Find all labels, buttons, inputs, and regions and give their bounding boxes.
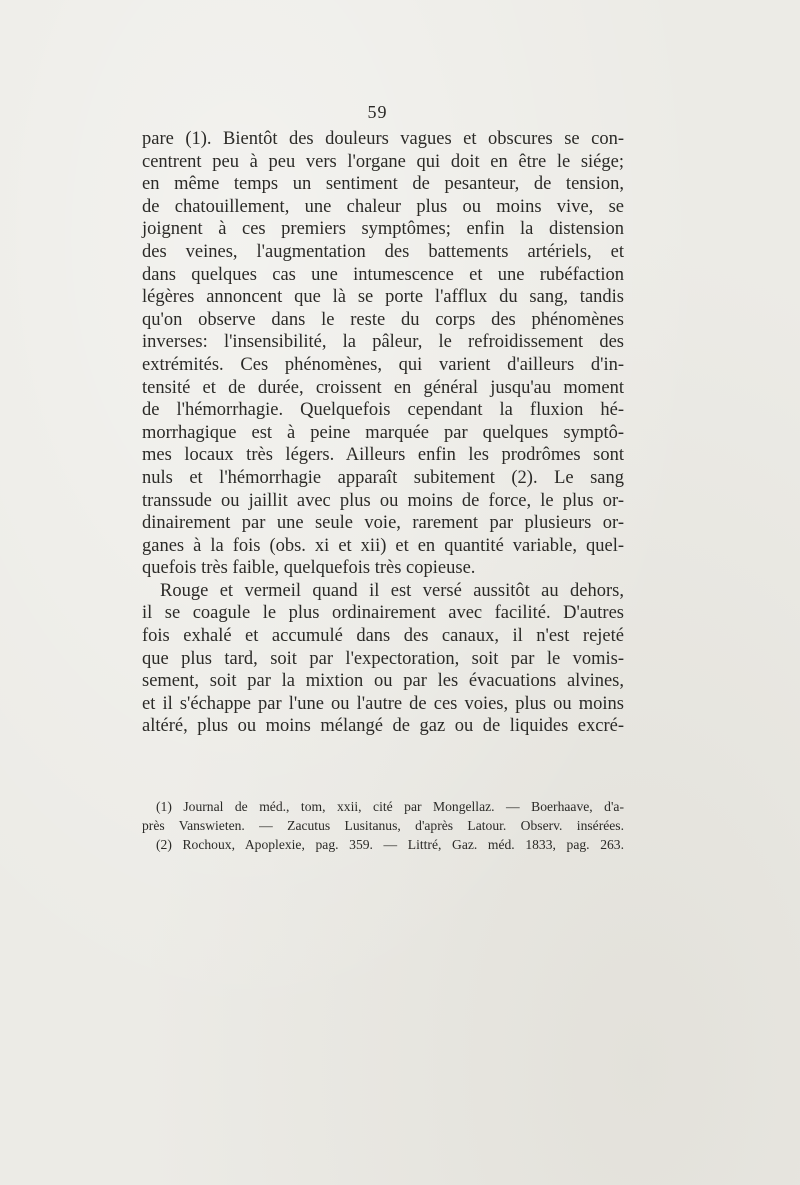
body-line: il se coagule le plus ordinairement avec facilité. D'autres <box>142 603 624 624</box>
body-line: altéré, plus ou moins mélangé de gaz ou de liquides excré- <box>142 716 624 737</box>
body-line: transsude ou jaillit avec plus ou moins de force, le plus or- <box>142 490 624 511</box>
body-line: Rouge et vermeil quand il est versé aussitôt au dehors, <box>160 580 624 601</box>
page-number: 59 <box>367 102 388 122</box>
footnote: (2) Rochoux, Apoplexie, pag. 359. — Littré, Gaz. méd. 1833, pag. 263. <box>156 837 624 852</box>
body-line: fois exhalé et accumulé dans des canaux, il n'est rejeté <box>142 626 624 647</box>
footnote: près Vanswieten. — Zacutus Lusitanus, d'après Latour. Observ. insérées. <box>142 818 624 833</box>
body-line: et il s'échappe par l'une ou l'autre de ces voies, plus ou moins <box>142 693 624 714</box>
body-line: quefois très faible, quelquefois très copieuse. <box>142 558 476 579</box>
body-line: nuls et l'hémorrhagie apparaît subitement (2). Le sang <box>142 467 624 488</box>
body-line: morrhagique est à peine marquée par quelques symptô- <box>142 422 624 443</box>
body-line: tensité et de durée, croissent en général jusqu'au moment <box>142 377 624 398</box>
body-line: mes locaux très légers. Ailleurs enfin les prodrômes sont <box>142 445 624 466</box>
footnote: (1) Journal de méd., tom, xxii, cité par Mongellaz. — Boerhaave, d'a- <box>156 799 624 814</box>
body-line: dans quelques cas une intumescence et une rubéfaction <box>142 264 624 285</box>
body-line: centrent peu à peu vers l'organe qui doit en être le siége; <box>142 151 624 172</box>
body-text <box>142 128 624 738</box>
body-line: extrémités. Ces phénomènes, qui varient d'ailleurs d'in- <box>142 354 624 375</box>
body-line: sement, soit par la mixtion ou par les évacuations alvines, <box>142 671 624 692</box>
body-line: pare (1). Bientôt des douleurs vagues et obscures se con- <box>142 129 624 149</box>
footnotes <box>142 797 624 854</box>
body-line: inverses: l'insensibilité, la pâleur, le refroidissement des <box>142 332 624 353</box>
body-line: de l'hémorrhagie. Quelquefois cependant la fluxion hé- <box>142 400 624 421</box>
body-line: qu'on observe dans le reste du corps des phénomènes <box>142 309 624 330</box>
body-line: dinairement par une seule voie, rarement par plusieurs or- <box>142 513 624 534</box>
body-line: joignent à ces premiers symptômes; enfin la distension <box>142 219 624 240</box>
body-line: légères annoncent que là se porte l'afflux du sang, tandis <box>142 287 624 308</box>
body-line: ganes à la fois (obs. xi et xii) et en quantité variable, quel- <box>142 535 624 556</box>
body-line: que plus tard, soit par l'expectoration, soit par le vomis- <box>142 648 624 669</box>
body-line: des veines, l'augmentation des battements artériels, et <box>142 241 624 262</box>
body-line: en même temps un sentiment de pesanteur, de tension, <box>142 174 624 195</box>
body-line: de chatouillement, une chaleur plus ou moins vive, se <box>142 196 624 217</box>
